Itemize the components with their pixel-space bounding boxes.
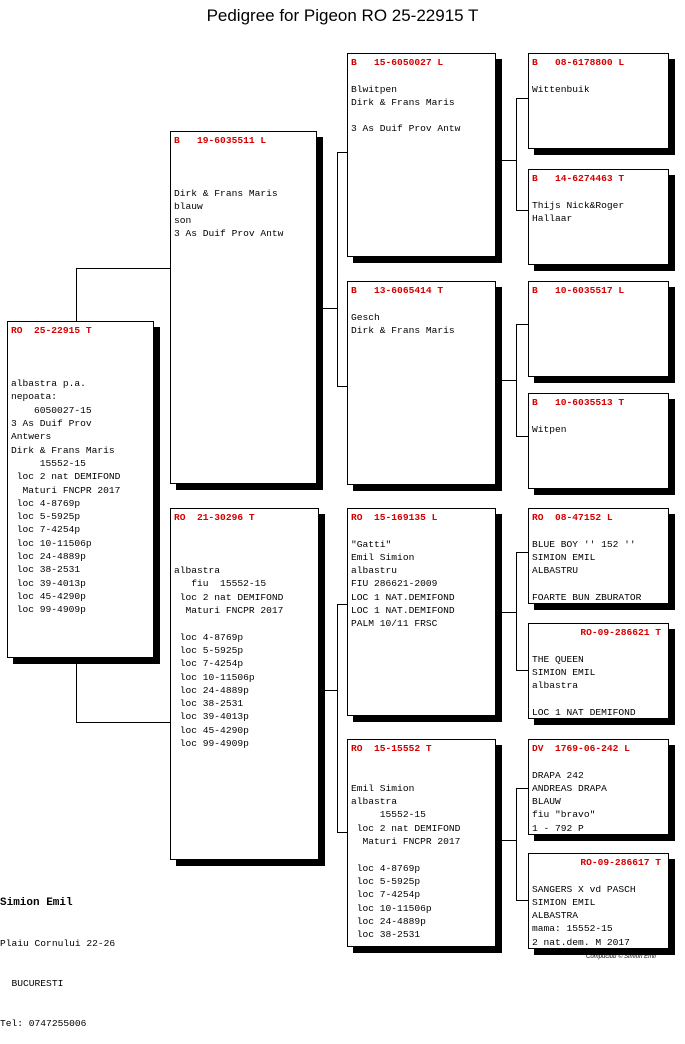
pigeon-info-line: LOC 1 NAT.DEMIFOND: [351, 591, 455, 603]
ring-number: RO-09-286617 T: [580, 857, 661, 868]
ring-number: RO 21-30296 T: [174, 512, 255, 523]
pigeon-info-line: SANGERS X vd PASCH: [532, 883, 636, 895]
connector: [516, 98, 517, 210]
pigeon-info-line: LOC 1 NAT DEMIFOND: [532, 706, 636, 718]
connector: [76, 268, 77, 323]
pigeon-info-line: Antwers: [11, 431, 52, 443]
pigeon-info-line: [532, 692, 665, 705]
pigeon-card-sss[interactable]: [528, 53, 669, 149]
pigeon-info-line: Maturi FNCPR 2017: [174, 605, 284, 617]
page-title: Pedigree for Pigeon RO 25-22915 T: [206, 6, 479, 25]
pigeon-info-line: [351, 848, 492, 861]
connector: [76, 268, 171, 269]
pigeon-info-line: FOARTE BUN ZBURATOR: [532, 591, 642, 603]
pigeon-info-line: Dirk & Frans Maris: [351, 96, 455, 108]
pigeon-card-dss[interactable]: [528, 508, 669, 604]
pigeon-info-line: nepoata:: [11, 391, 58, 403]
ring-number: B 10-6035513 T: [532, 397, 625, 408]
pigeon-info-line: loc 4-8769p: [11, 497, 81, 509]
pigeon-info-line: Emil Simion: [351, 782, 415, 794]
pigeon-card-dam-dam[interactable]: [347, 739, 496, 947]
pigeon-info-line: loc 99-4909p: [11, 604, 86, 616]
pigeon-info-line: loc 38-2531: [351, 929, 421, 941]
ring-number: RO 08-47152 L: [532, 512, 613, 523]
pigeon-info-line: loc 5-5925p: [174, 644, 244, 656]
pigeon-info-line: Thijs Nick&Roger: [532, 199, 625, 211]
pigeon-info-line: 1 - 792 P: [532, 822, 584, 834]
pigeon-info-line: loc 7-4254p: [351, 889, 421, 901]
pigeon-info-line: Maturi FNCPR 2017: [351, 836, 461, 848]
pigeon-card-sire-dam[interactable]: [347, 281, 496, 485]
owner-city: BUCURESTI: [0, 978, 64, 990]
pigeon-info-line: FIU 286621-2009: [351, 578, 438, 590]
pigeon-info-line: PALM 10/11 FRSC: [351, 618, 438, 630]
pigeon-info-line: loc 45-4290p: [11, 590, 86, 602]
ring-number: B 10-6035517 L: [532, 285, 625, 296]
pigeon-card-sire[interactable]: [170, 131, 317, 484]
pigeon-info-line: loc 10-11506p: [11, 537, 92, 549]
ring-number: RO 15-169135 L: [351, 512, 438, 523]
owner-name: Simion Emil: [0, 896, 73, 909]
pigeon-info-line: Maturi FNCPR 2017: [11, 484, 121, 496]
pigeon-info-line: son: [174, 214, 192, 226]
owner-phone: Tel: 0747255006: [0, 1017, 87, 1029]
pigeon-info-line: loc 4-8769p: [174, 631, 244, 643]
credit-text: Compuclub © Simion Emil: [586, 954, 656, 960]
pigeon-info-line: loc 7-4254p: [11, 524, 81, 536]
pigeon-card-sdd[interactable]: [528, 393, 669, 489]
pigeon-card-dam[interactable]: [170, 508, 319, 860]
pigeon-info-line: LOC 1 NAT.DEMIFOND: [351, 605, 455, 617]
pigeon-info-line: "Gatti": [351, 538, 392, 550]
pigeon-info-line: 6050027-15: [11, 404, 92, 416]
pigeon-info-line: blauw: [174, 201, 203, 213]
ring-number: B 08-6178800 L: [532, 57, 625, 68]
owner-info: [0, 868, 115, 1044]
pigeon-info-line: fiu "bravo": [532, 809, 596, 821]
pigeon-info-line: fiu 15552-15: [174, 578, 267, 590]
pigeon-info-line: 2 nat.dem. M 2017: [532, 936, 630, 948]
connector: [516, 324, 517, 436]
pigeon-card-dds[interactable]: [528, 739, 669, 835]
pigeon-info-line: BLUE BOY '' 152 '': [532, 538, 636, 550]
pigeon-info-line: loc 10-11506p: [174, 671, 255, 683]
pigeon-info-line: SIMION EMIL: [532, 666, 596, 678]
connector: [500, 380, 516, 381]
pigeon-card-sds[interactable]: [528, 281, 669, 377]
pigeon-info-line: [351, 109, 492, 122]
pigeon-info-line: [174, 174, 313, 187]
pigeon-info-line: loc 2 nat DEMIFOND: [11, 471, 121, 483]
pigeon-card-ddd[interactable]: [528, 853, 669, 949]
ring-number: B 19-6035511 L: [174, 135, 267, 146]
pigeon-info-line: albastru: [351, 565, 398, 577]
pigeon-info-line: ANDREAS DRAPA: [532, 782, 607, 794]
pigeon-info-line: loc 24-4889p: [174, 684, 249, 696]
pigeon-info-line: [532, 577, 665, 590]
pigeon-info-line: Dirk & Frans Maris: [351, 324, 455, 336]
pigeon-info-line: loc 39-4013p: [174, 711, 249, 723]
ring-number: RO 25-22915 T: [11, 325, 92, 336]
connector: [500, 612, 516, 613]
pigeon-card-dam-sire[interactable]: [347, 508, 496, 716]
pigeon-card-sire-sire[interactable]: [347, 53, 496, 257]
pigeon-info-line: loc 45-4290p: [174, 724, 249, 736]
pigeon-info-line: [174, 617, 315, 630]
ring-number: B 14-6274463 T: [532, 173, 625, 184]
ring-number: B 15-6050027 L: [351, 57, 444, 68]
ring-number: RO-09-286621 T: [580, 627, 661, 638]
pigeon-info-line: Dirk & Frans Maris: [174, 188, 278, 200]
pigeon-info-line: 3 As Duif Prov Antw: [351, 123, 461, 135]
pigeon-info-line: mama: 15552-15: [532, 923, 613, 935]
ring-number: B 13-6065414 T: [351, 285, 444, 296]
pigeon-info-line: loc 2 nat DEMIFOND: [351, 822, 461, 834]
connector: [337, 152, 338, 386]
pigeon-info-line: loc 2 nat DEMIFOND: [174, 591, 284, 603]
ring-number: DV 1769-06-242 L: [532, 743, 630, 754]
connector: [76, 657, 77, 722]
pigeon-info-line: loc 24-4889p: [351, 915, 426, 927]
pigeon-info-line: albastra: [351, 796, 398, 808]
pigeon-info-line: [174, 161, 313, 174]
pigeon-card-dsd[interactable]: [528, 623, 669, 719]
ring-number: RO 15-15552 T: [351, 743, 432, 754]
connector: [337, 604, 338, 832]
pigeon-info-line: loc 24-4889p: [11, 551, 86, 563]
connector: [500, 840, 516, 841]
connector: [500, 160, 516, 161]
connector: [317, 308, 337, 309]
pigeon-info-line: albastra: [174, 565, 221, 577]
pigeon-info-line: Dirk & Frans Maris: [11, 444, 115, 456]
pigeon-info-line: loc 99-4909p: [174, 738, 249, 750]
pigeon-info-line: loc 4-8769p: [351, 862, 421, 874]
pigeon-info-line: loc 10-11506p: [351, 902, 432, 914]
owner-address: Plaiu Cornului 22-26: [0, 938, 116, 950]
pigeon-info-line: loc 5-5925p: [351, 875, 421, 887]
pigeon-info-line: ALBASTRA: [532, 910, 579, 922]
pigeon-info-line: loc 38-2531: [11, 564, 81, 576]
pigeon-info-line: [174, 538, 315, 551]
connector: [76, 722, 171, 723]
pigeon-info-line: loc 7-4254p: [174, 658, 244, 670]
pigeon-info-line: albastra: [532, 680, 579, 692]
pigeon-info-line: 3 As Duif Prov Antw: [174, 228, 284, 240]
pigeon-info-line: 15552-15: [351, 809, 426, 821]
pigeon-info-line: SIMION EMIL: [532, 896, 596, 908]
pigeon-info-line: [11, 364, 150, 377]
pigeon-info-line: Hallaar: [532, 212, 573, 224]
pigeon-info-line: loc 38-2531: [174, 698, 244, 710]
pigeon-info-line: Emil Simion: [351, 551, 415, 563]
pigeon-info-line: loc 5-5925p: [11, 511, 81, 523]
pigeon-card-ssd[interactable]: [528, 169, 669, 265]
pigeon-info-line: loc 39-4013p: [11, 577, 86, 589]
pigeon-info-line: [11, 351, 150, 364]
pigeon-info-line: Blwitpen: [351, 83, 398, 95]
pigeon-info-line: Witpen: [532, 423, 567, 435]
pigeon-info-line: albastra p.a.: [11, 378, 86, 390]
connector: [516, 788, 517, 900]
pigeon-info-line: BLAUW: [532, 796, 561, 808]
pigeon-info-line: ALBASTRU: [532, 565, 579, 577]
pigeon-info-line: 15552-15: [11, 457, 86, 469]
pigeon-info-line: 3 As Duif Prov: [11, 418, 92, 430]
pigeon-info-line: [174, 551, 315, 564]
pigeon-info-line: DRAPA 242: [532, 769, 584, 781]
pigeon-info-line: THE QUEEN: [532, 653, 584, 665]
pigeon-info-line: [351, 769, 492, 782]
pigeon-info-line: SIMION EMIL: [532, 551, 596, 563]
pigeon-card-main[interactable]: [7, 321, 154, 658]
pigeon-info-line: Gesch: [351, 311, 380, 323]
connector: [319, 690, 337, 691]
pigeon-info-line: Wittenbuik: [532, 83, 590, 95]
connector: [516, 552, 517, 670]
